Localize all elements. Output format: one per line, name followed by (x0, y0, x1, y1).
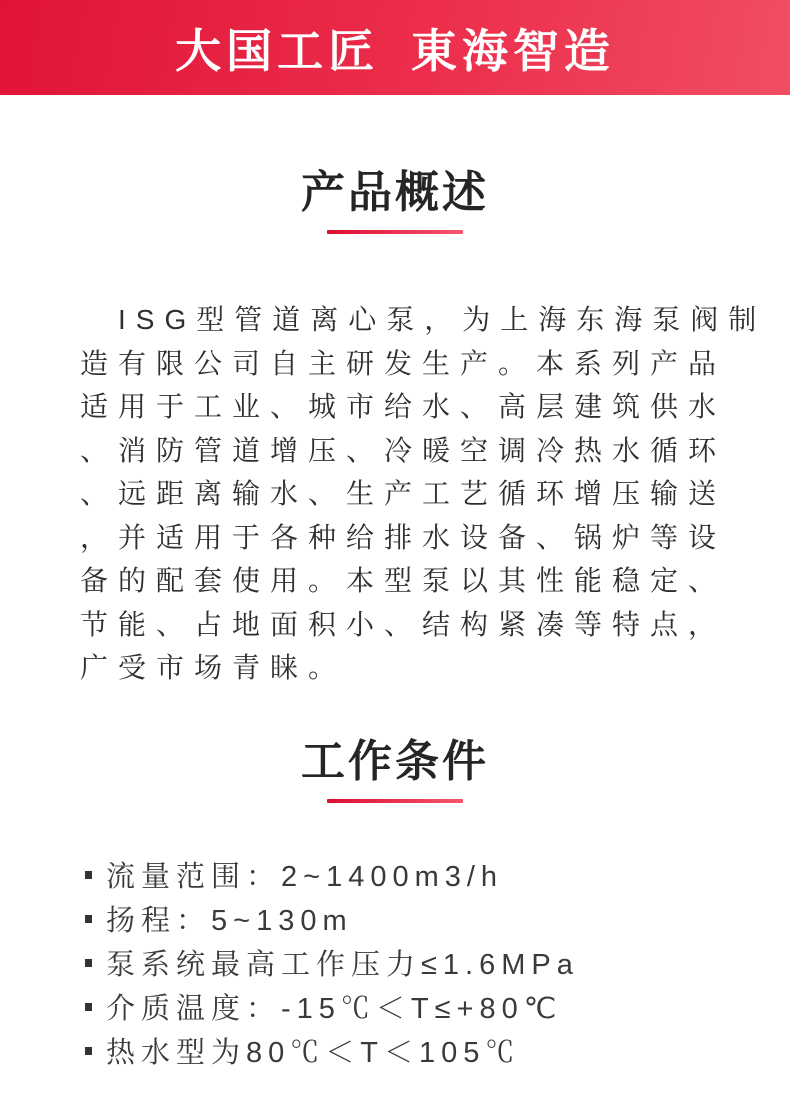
paragraph-line: ，并适用于各种给排水设备、锅炉等设 (80, 521, 727, 553)
condition-text: 流量范围：2~1400m3/h (106, 861, 504, 893)
paragraph-line: 、远距离输水、生产工艺循环增压输送 (80, 478, 727, 509)
condition-text: 热水型为80℃＜T＜105℃ (106, 1037, 521, 1069)
bullet-icon (85, 1047, 92, 1055)
bullet-icon (85, 871, 92, 879)
bullet-icon (85, 959, 92, 967)
title-underline-accent (327, 230, 463, 234)
condition-text: 泵系统最高工作压力≤1.6MPa (106, 949, 579, 981)
paragraph-line: 、消防管道增压、冷暖空调冷热水循环 (80, 434, 727, 466)
overview-title: 产品概述 (301, 168, 489, 217)
bullet-icon (85, 1003, 92, 1011)
conditions-title: 工作条件 (301, 736, 489, 786)
top-banner (0, 0, 790, 95)
paragraph-line: 备的配套使用。本型泵以其性能稳定、 (80, 565, 727, 596)
product-overview-paragraph (80, 298, 767, 690)
paragraph-line: 造有限公司自主研发生产。本系列产品 (80, 347, 727, 379)
list-item (85, 853, 790, 897)
working-conditions-list (85, 853, 790, 1073)
overview-section-header (0, 168, 790, 234)
bullet-icon (85, 915, 92, 923)
paragraph-line: ISG型管道离心泵，为上海东海泵阀制 (118, 304, 767, 335)
list-item (85, 985, 790, 1029)
condition-text: 介质温度：-15℃＜T≤+80℃ (106, 993, 563, 1025)
paragraph-line: 节能、占地面积小、结构紧凑等特点， (80, 608, 727, 640)
list-item (85, 941, 790, 985)
list-item (85, 897, 790, 941)
conditions-section-header (0, 736, 790, 803)
list-item (85, 1029, 790, 1073)
condition-text: 扬程：5~130m (106, 905, 353, 937)
paragraph-line: 适用于工业、城市给水、高层建筑供水 (80, 391, 727, 422)
paragraph-line: 广受市场青睐。 (80, 652, 347, 683)
banner-slogan: 大国工匠 東海智造 (175, 24, 615, 77)
title-underline-accent (327, 799, 463, 803)
